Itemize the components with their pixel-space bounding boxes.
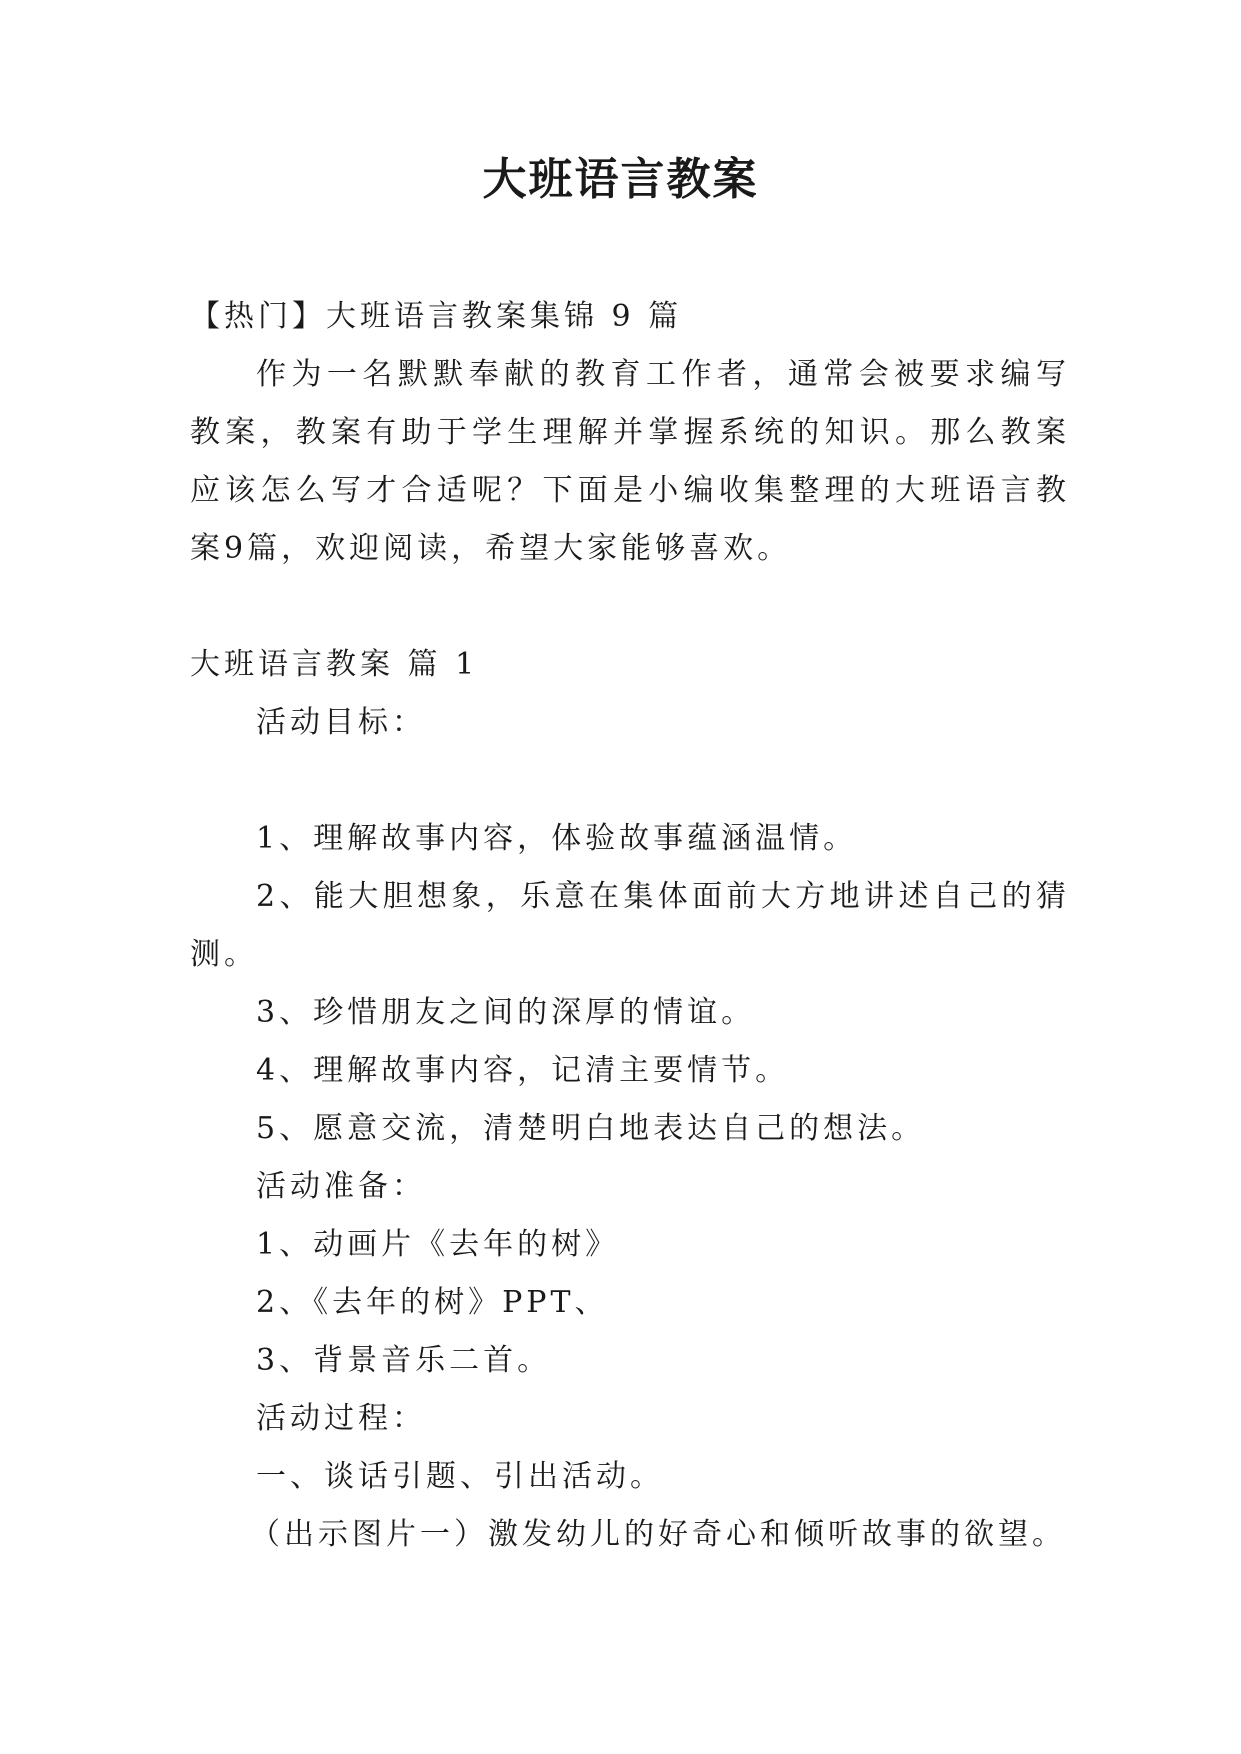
- prep-item: 3、背景音乐二首。: [256, 1343, 552, 1378]
- prep-item: 2、《去年的树》PPT、: [256, 1285, 609, 1320]
- goal-item: 2、能大胆想象，乐意在集体面前大方地讲述自己的猜测。: [190, 879, 1070, 972]
- prep-heading: 活动准备：: [256, 1169, 426, 1204]
- goal-item: 3、珍惜朋友之间的深厚的情谊。: [256, 995, 756, 1030]
- page-title: 大班语言教案: [482, 154, 759, 205]
- intro-paragraph: 作为一名默默奉献的教育工作者，通常会被要求编写教案，教案有助于学生理解并掌握系统的知识。那么教案应该怎么写才合适呢？下面是小编收集整理的大班语言教案9篇，欢迎阅读，希望大家能够喜欢。: [190, 357, 1070, 566]
- document-subtitle: 【热门】大班语言教案集锦 9 篇: [190, 299, 683, 334]
- process-heading: 活动过程：: [256, 1401, 426, 1436]
- prep-item: 1、动画片《去年的树》: [256, 1227, 620, 1262]
- goals-heading: 活动目标：: [256, 705, 426, 740]
- process-item: （出示图片一）激发幼儿的好奇心和倾听故事的欲望。: [250, 1517, 1066, 1552]
- goal-item: 1、理解故事内容，体验故事蕴涵温情。: [256, 821, 858, 856]
- document-body: [190, 288, 1070, 1564]
- section-heading: 大班语言教案 篇 1: [190, 647, 479, 682]
- process-item: 一、谈话引题、引出活动。: [256, 1459, 664, 1494]
- goal-item: 5、愿意交流，清楚明白地表达自己的想法。: [256, 1111, 926, 1146]
- goal-item: 4、理解故事内容，记清主要情节。: [256, 1053, 790, 1088]
